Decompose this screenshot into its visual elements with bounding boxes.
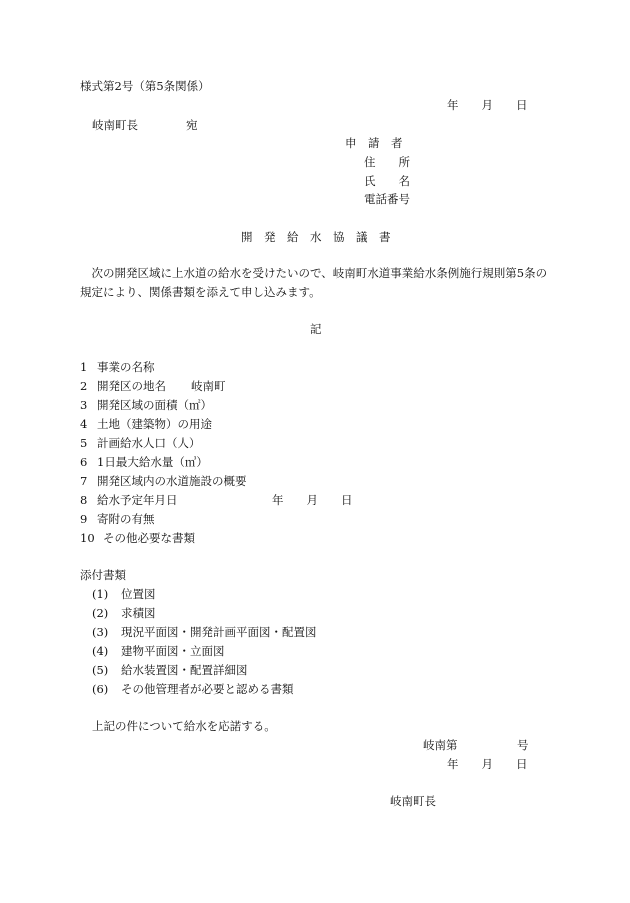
attachment-number: (1) [92, 587, 109, 601]
approval-ref-prefix: 岐南第 [423, 738, 458, 752]
attachment-number: (2) [92, 606, 109, 620]
attachment-number: (4) [92, 644, 109, 658]
item-label: 寄附の有無 [97, 512, 155, 526]
applicant-label: 申 請 者 [345, 136, 403, 150]
body-line-1: 次の開発区域に上水道の給水を受けたいので、岐南町水道事業給水条例施行規則第5条の [80, 266, 548, 280]
body-line-2: 規定により、関係書類を添えて申し込みます。 [80, 285, 321, 299]
document-title: 開 発 給 水 協 議 書 [241, 230, 391, 244]
attachment-label: その他管理者が必要と認める書類 [121, 682, 294, 696]
item-label: 開発区域の面積（㎡） [97, 398, 212, 412]
attachment-number: (3) [92, 625, 109, 639]
approval-issuer: 岐南町長 [390, 794, 436, 808]
approval-ref-suffix: 号 [517, 738, 529, 752]
addressee: 岐南町長 [92, 118, 138, 132]
applicant-address-label: 住 所 [364, 155, 410, 169]
item-number: 1 [80, 360, 88, 374]
attachment-label: 建物平面図・立面図 [121, 644, 225, 658]
attachment-number: (5) [92, 663, 109, 677]
applicant-name-label: 氏 名 [364, 174, 410, 188]
item-label: 給水予定年月日 [97, 493, 178, 507]
attachment-number: (6) [92, 682, 109, 696]
addressee-suffix: 宛 [186, 118, 198, 132]
item-value: 岐南町 [191, 379, 226, 393]
attachment-label: 位置図 [121, 587, 156, 601]
submission-date: 年 月 日 [447, 98, 528, 112]
item-label: 1日最大給水量（㎥） [97, 455, 208, 469]
approval-date: 年 月 日 [447, 757, 528, 771]
item-label: 土地（建築物）の用途 [97, 417, 212, 431]
item-number: 10 [80, 531, 95, 545]
applicant-phone-label: 電話番号 [364, 192, 410, 206]
form-number: 様式第2号（第5条関係） [80, 79, 210, 93]
item-label: 開発区域内の水道施設の概要 [97, 474, 247, 488]
item-number: 4 [80, 417, 88, 431]
item-label: 事業の名称 [97, 360, 155, 374]
attachment-label: 求積図 [121, 606, 156, 620]
item-number: 6 [80, 455, 88, 469]
item-label: 開発区の地名 [97, 379, 166, 393]
ki-marker: 記 [310, 322, 322, 336]
attachment-label: 給水装置図・配置詳細図 [121, 663, 248, 677]
attachments-heading: 添付書類 [80, 568, 126, 582]
item-number: 9 [80, 512, 88, 526]
approval-text: 上記の件について給水を応諾する。 [92, 719, 276, 733]
item-label: 計画給水人口（人） [97, 436, 201, 450]
item-number: 7 [80, 474, 88, 488]
attachment-label: 現況平面図・開発計画平面図・配置図 [121, 625, 317, 639]
item-value: 年 月 日 [272, 493, 353, 507]
item-number: 5 [80, 436, 88, 450]
item-number: 3 [80, 398, 88, 412]
item-number: 2 [80, 379, 88, 393]
item-number: 8 [80, 493, 88, 507]
item-label: その他必要な書類 [103, 531, 195, 545]
